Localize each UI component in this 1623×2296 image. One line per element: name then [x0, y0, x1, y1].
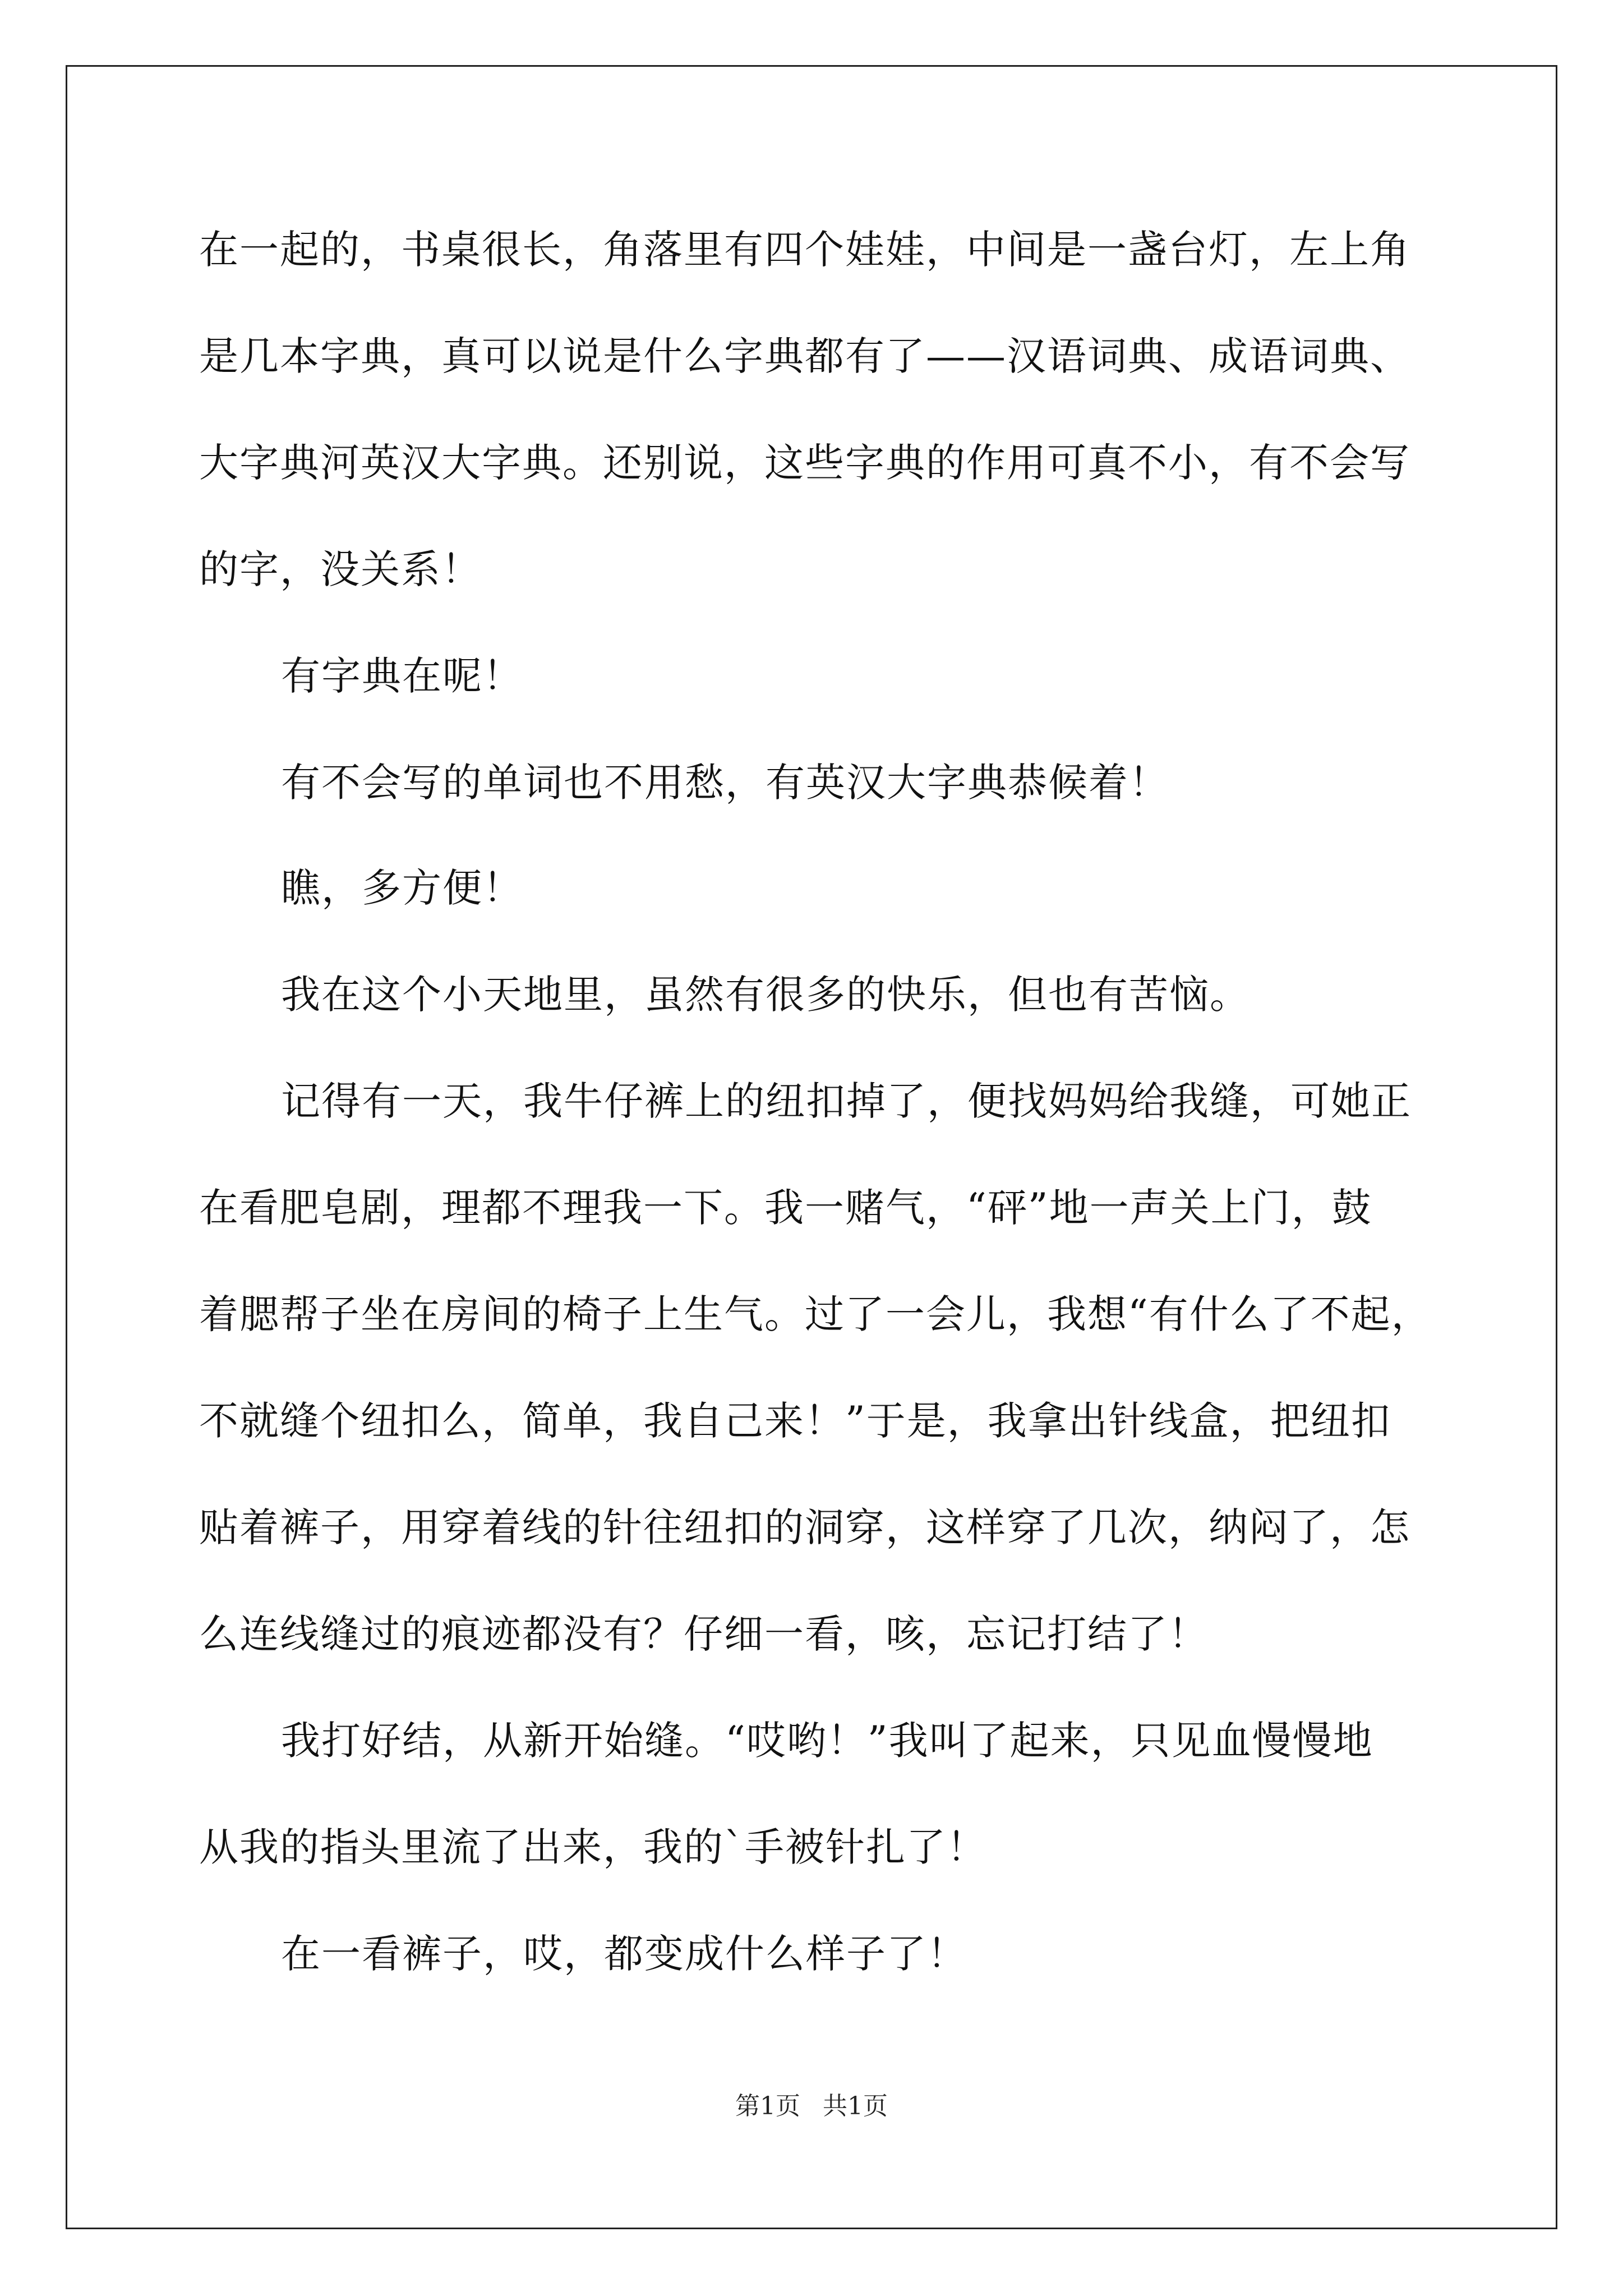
text-line: 是几本字典，真可以说是什么字典都有了——汉语词典、成语词典、 [199, 333, 1410, 379]
text-line: 从我的指头里流了出来，我的`手被针扎了！ [199, 1824, 987, 1870]
text-line: 么连线缝过的痕迹都没有？仔细一看，咳，忘记打结了！ [199, 1611, 1209, 1657]
page-number: 第1页 [735, 2092, 800, 2120]
paragraph-line: 瞧，多方便！ [281, 865, 523, 911]
text-line: 着腮帮子坐在房间的椅子上生气。过了一会儿，我想“有什么了不起， [199, 1291, 1432, 1337]
text-line: 不就缝个纽扣么，简单，我自己来！”于是，我拿出针线盒，把纽扣 [199, 1398, 1391, 1444]
page-border [66, 65, 1557, 2229]
text-line: 在看肥皂剧，理都不理我一下。我一赌气，“砰”地一声关上门，鼓 [199, 1185, 1372, 1231]
text-line: 贴着裤子，用穿着线的针往纽扣的洞穿，这样穿了几次，纳闷了，怎 [199, 1504, 1410, 1550]
paragraph-line: 记得有一天，我牛仔裤上的纽扣掉了，便找妈妈给我缝，可她正 [281, 1078, 1412, 1124]
paragraph-line: 我在这个小天地里，虽然有很多的快乐，但也有苦恼。 [281, 972, 1250, 1018]
paragraph-line: 我打好结，从新开始缝。“哎哟！”我叫了起来，只见血慢慢地 [281, 1718, 1373, 1764]
text-line: 在一起的，书桌很长，角落里有四个娃娃，中间是一盏台灯，左上角 [199, 227, 1410, 273]
page-footer [0, 2090, 1623, 2123]
paragraph-line: 有字典在呢！ [281, 653, 523, 699]
paragraph-line: 在一看裤子，哎，都变成什么样子了！ [281, 1931, 967, 1977]
text-line: 大字典河英汉大字典。还别说，这些字典的作用可真不小，有不会写 [199, 440, 1410, 486]
text-line: 的字，没关系！ [199, 546, 482, 592]
page-total: 共1页 [823, 2092, 888, 2120]
paragraph-line: 有不会写的单词也不用愁，有英汉大字典恭候着！ [281, 760, 1169, 806]
